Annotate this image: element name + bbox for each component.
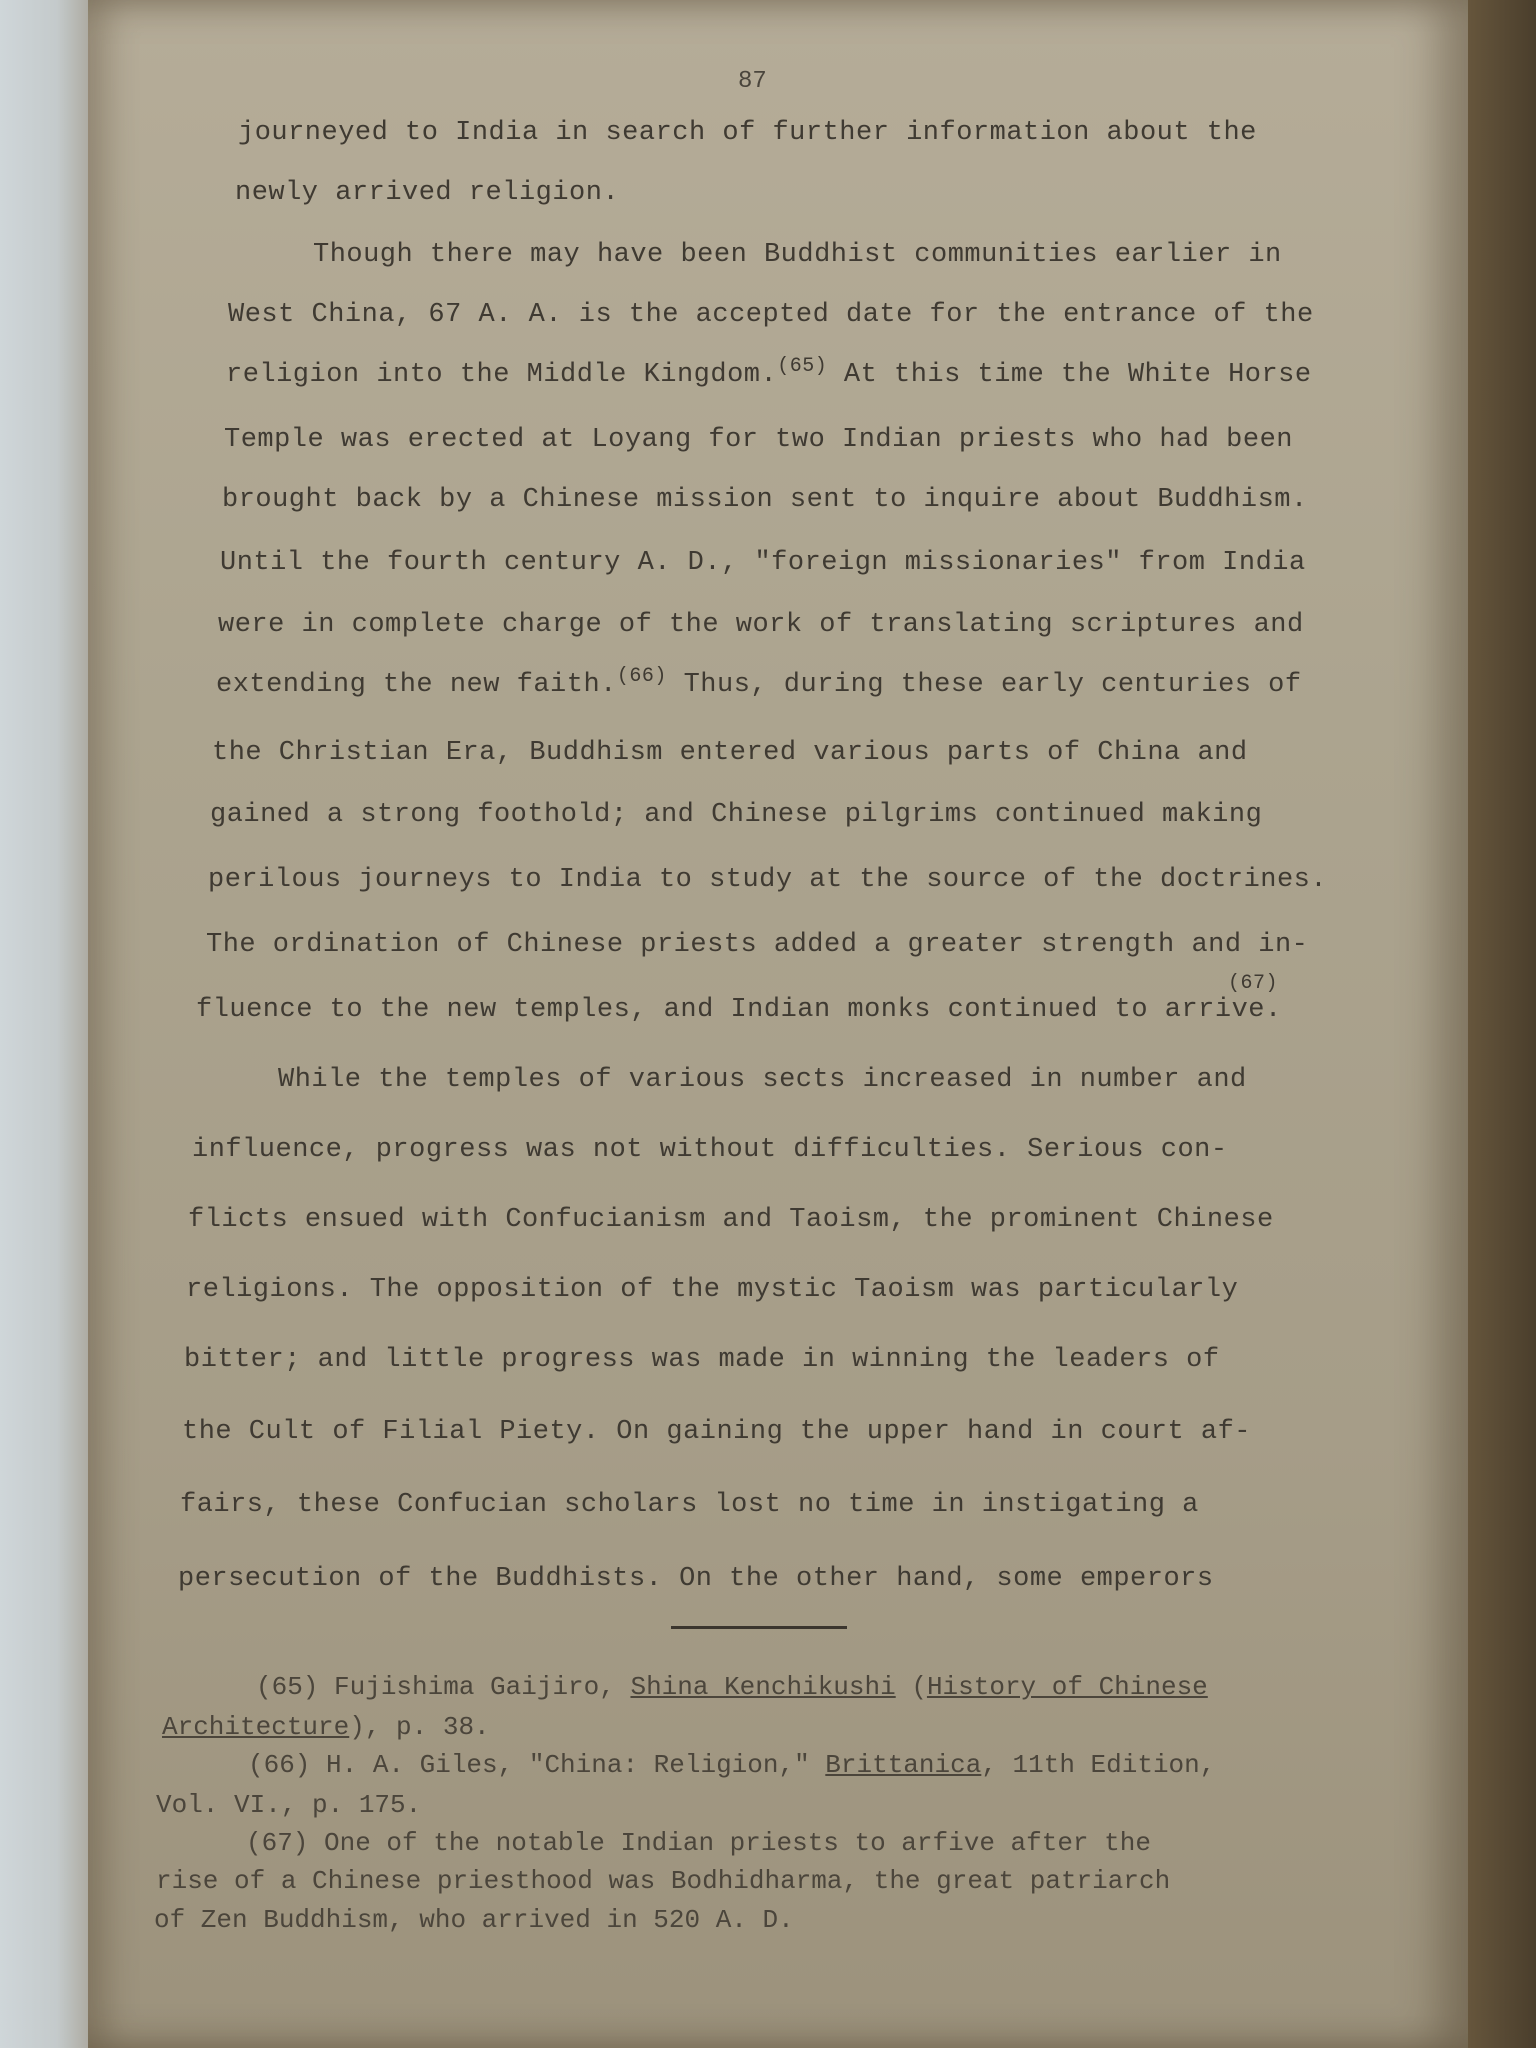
document-page (88, 0, 1468, 2048)
body-line: journeyed to India in search of further information about the (238, 118, 1257, 148)
body-line: brought back by a Chinese mission sent to inquire about Buddhism. (222, 485, 1308, 515)
footnote-67-cont: of Zen Buddhism, who arrived in 520 A. D. (154, 1905, 794, 1935)
body-line: Temple was erected at Loyang for two Indian priests who had been (224, 425, 1293, 455)
footnote-title: Brittanica (825, 1750, 982, 1780)
body-line: fairs, these Confucian scholars lost no time in instigating a (180, 1490, 1199, 1520)
footnote-separator (671, 1626, 847, 1629)
book-edge (1456, 0, 1536, 2048)
footnote-text: ), p. 38. (349, 1712, 490, 1742)
footnote-text: (66) H. A. Giles, "China: Religion," (248, 1750, 826, 1780)
footnote-title: History of Chinese (926, 1672, 1208, 1702)
body-line: West China, 67 A. A. is the accepted date for the entrance of the (228, 300, 1314, 330)
footnote-title: Shina Kenchikushi (630, 1672, 896, 1702)
footnote-text: (65) Fujishima Gaijiro, (256, 1672, 631, 1702)
body-line: bitter; and little progress was made in winning the leaders of (184, 1345, 1220, 1375)
body-line: fluence to the new temples, and Indian monks continued to arrive. (196, 995, 1282, 1025)
footnote-65-cont (162, 1712, 490, 1742)
body-text: At this time the White Horse (843, 360, 1312, 390)
body-line: religions. The opposition of the mystic Taoism was particularly (186, 1275, 1239, 1305)
body-line: While the temples of various sects increased in number and (278, 1065, 1247, 1095)
footnote-text: ( (895, 1672, 927, 1702)
body-line: perilous journeys to India to study at the source of the doctrines. (208, 865, 1328, 895)
footnote-text: , 11th Edition, (981, 1750, 1216, 1780)
footnote-67-cont: rise of a Chinese priesthood was Bodhidharma, the great patriarch (156, 1866, 1171, 1896)
footnote-67: (67) One of the notable Indian priests to arfive after the (246, 1828, 1151, 1858)
body-line: the Cult of Filial Piety. On gaining the upper hand in court af- (182, 1417, 1251, 1447)
footnote-ref-66: (66) (616, 665, 667, 688)
footnote-66-cont: Vol. VI., p. 175. (156, 1790, 422, 1820)
body-line: the Christian Era, Buddhism entered various parts of China and (212, 738, 1248, 768)
footnote-66 (248, 1750, 1215, 1780)
body-line: gained a strong foothold; and Chinese pilgrims continued making (210, 800, 1263, 830)
body-line: The ordination of Chinese priests added a greater strength and in- (206, 930, 1309, 960)
body-line (216, 665, 1302, 700)
body-text: Thus, during these early centuries of (683, 670, 1302, 700)
body-line: influence, progress was not without difficulties. Serious con- (192, 1135, 1228, 1165)
body-line: newly arrived religion. (235, 178, 620, 208)
footnote-title: Architecture (162, 1712, 350, 1742)
adjacent-page-edge (0, 0, 95, 2048)
body-text: religion into the Middle Kingdom. (226, 360, 778, 390)
page-number: 87 (738, 68, 767, 95)
body-line (226, 355, 1312, 390)
body-line: Until the fourth century A. D., "foreign missionaries" from India (220, 548, 1306, 578)
footnote-ref-65: (65) (777, 355, 828, 378)
body-line: flicts ensued with Confucianism and Taoism, the prominent Chinese (188, 1205, 1274, 1235)
footnote-65 (256, 1672, 1208, 1702)
footnote-ref-67: (67) (1228, 972, 1279, 995)
body-line: Though there may have been Buddhist communities earlier in (313, 240, 1282, 270)
body-text: extending the new faith. (216, 670, 617, 700)
body-line: were in complete charge of the work of translating scriptures and (218, 610, 1304, 640)
body-line: persecution of the Buddhists. On the other hand, some emperors (178, 1564, 1214, 1594)
